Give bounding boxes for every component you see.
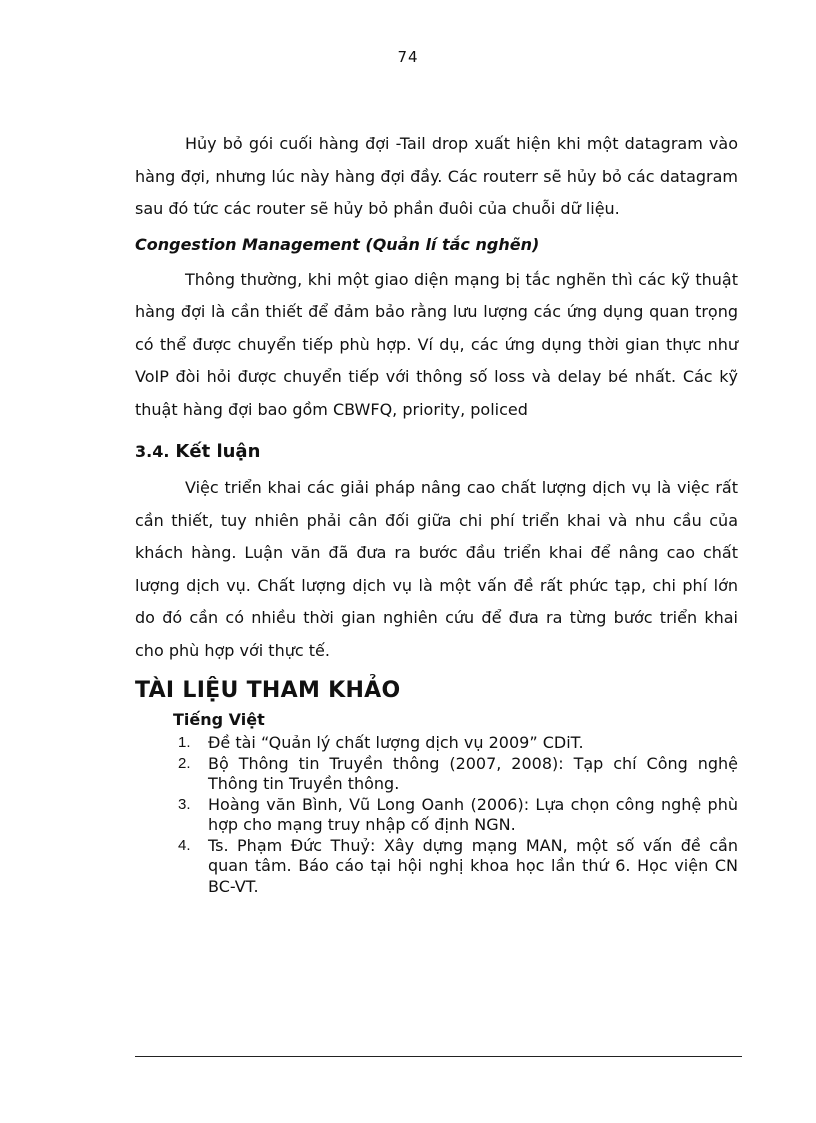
- section-heading: [135, 436, 738, 468]
- reference-text: Đề tài “Quản lý chất lượng dịch vụ 2009” CDiT.: [208, 733, 584, 752]
- reference-number: 2.: [178, 754, 191, 772]
- reference-number: 4.: [178, 836, 191, 854]
- section-number: 3.4.: [135, 442, 170, 461]
- references-subtitle: Tiếng Việt: [173, 710, 265, 729]
- reference-item: [135, 836, 738, 898]
- reference-item: [135, 754, 738, 795]
- congestion-heading: Congestion Management (Quản lí tắc nghẽn): [135, 234, 540, 254]
- reference-text: Bộ Thông tin Truyền thông (2007, 2008): Tạp chí Công nghệ Thông tin Truyền thông.: [208, 753, 738, 793]
- paragraph-congestion: Thông thường, khi một giao diện mạng bị tắc nghẽn thì các kỹ thuật hàng đợi là cần thiết để đảm bảo rằng lưu lượng các ứng dụng quan trọng có thể được chuyển tiếp phù hợp. Ví dụ, các ứng dụng thời gian thực như VoIP đòi hỏi được chuyển tiếp với thông số loss và delay bé nhất. Các kỹ thuật hàng đợi bao gồm CBWFQ, priority, policed: [135, 269, 738, 419]
- reference-number: 3.: [178, 795, 191, 813]
- footer-rule: [135, 1056, 742, 1057]
- page-content: [135, 128, 738, 897]
- references-list: [135, 733, 738, 897]
- paragraph-tail-drop: Hủy bỏ gói cuối hàng đợi -Tail drop xuất hiện khi một datagram vào hàng đợi, nhưng lúc này hàng đợi đầy. Các routerr sẽ hủy bỏ các datagram sau đó tức các router sẽ hủy bỏ phần đuôi của chuỗi dữ liệu.: [135, 134, 738, 218]
- reference-item: [135, 733, 738, 754]
- reference-number: 1.: [178, 734, 191, 751]
- reference-text: Ts. Phạm Đức Thuỷ: Xây dựng mạng MAN, một số vấn đề cần quan tâm. Báo cáo tại hội nghị khoa học lần thứ 6. Học viện CN BC-VT.: [208, 835, 738, 896]
- section-title: Kết luận: [175, 441, 261, 462]
- reference-item: [135, 795, 738, 836]
- reference-text: Hoàng văn Bình, Vũ Long Oanh (2006): Lựa chọn công nghệ phù hợp cho mạng truy nhập cố định NGN.: [208, 794, 738, 834]
- references-title: TÀI LIỆU THAM KHẢO: [135, 678, 401, 703]
- paragraph-conclusion: Việc triển khai các giải pháp nâng cao chất lượng dịch vụ là việc rất cần thiết, tuy nhiên phải cân đối giữa chi phí triển khai và nhu cầu của khách hàng. Luận văn đã đưa ra bước đầu triển khai để nâng cao chất lượng dịch vụ. Chất lượng dịch vụ là một vấn đề rất phức tạp, chi phí lớn do đó cần có nhiều thời gian nghiên cứu để đưa ra từng bước triển khai cho phù hợp với thực tế.: [135, 478, 738, 660]
- page-number: 74: [397, 48, 419, 66]
